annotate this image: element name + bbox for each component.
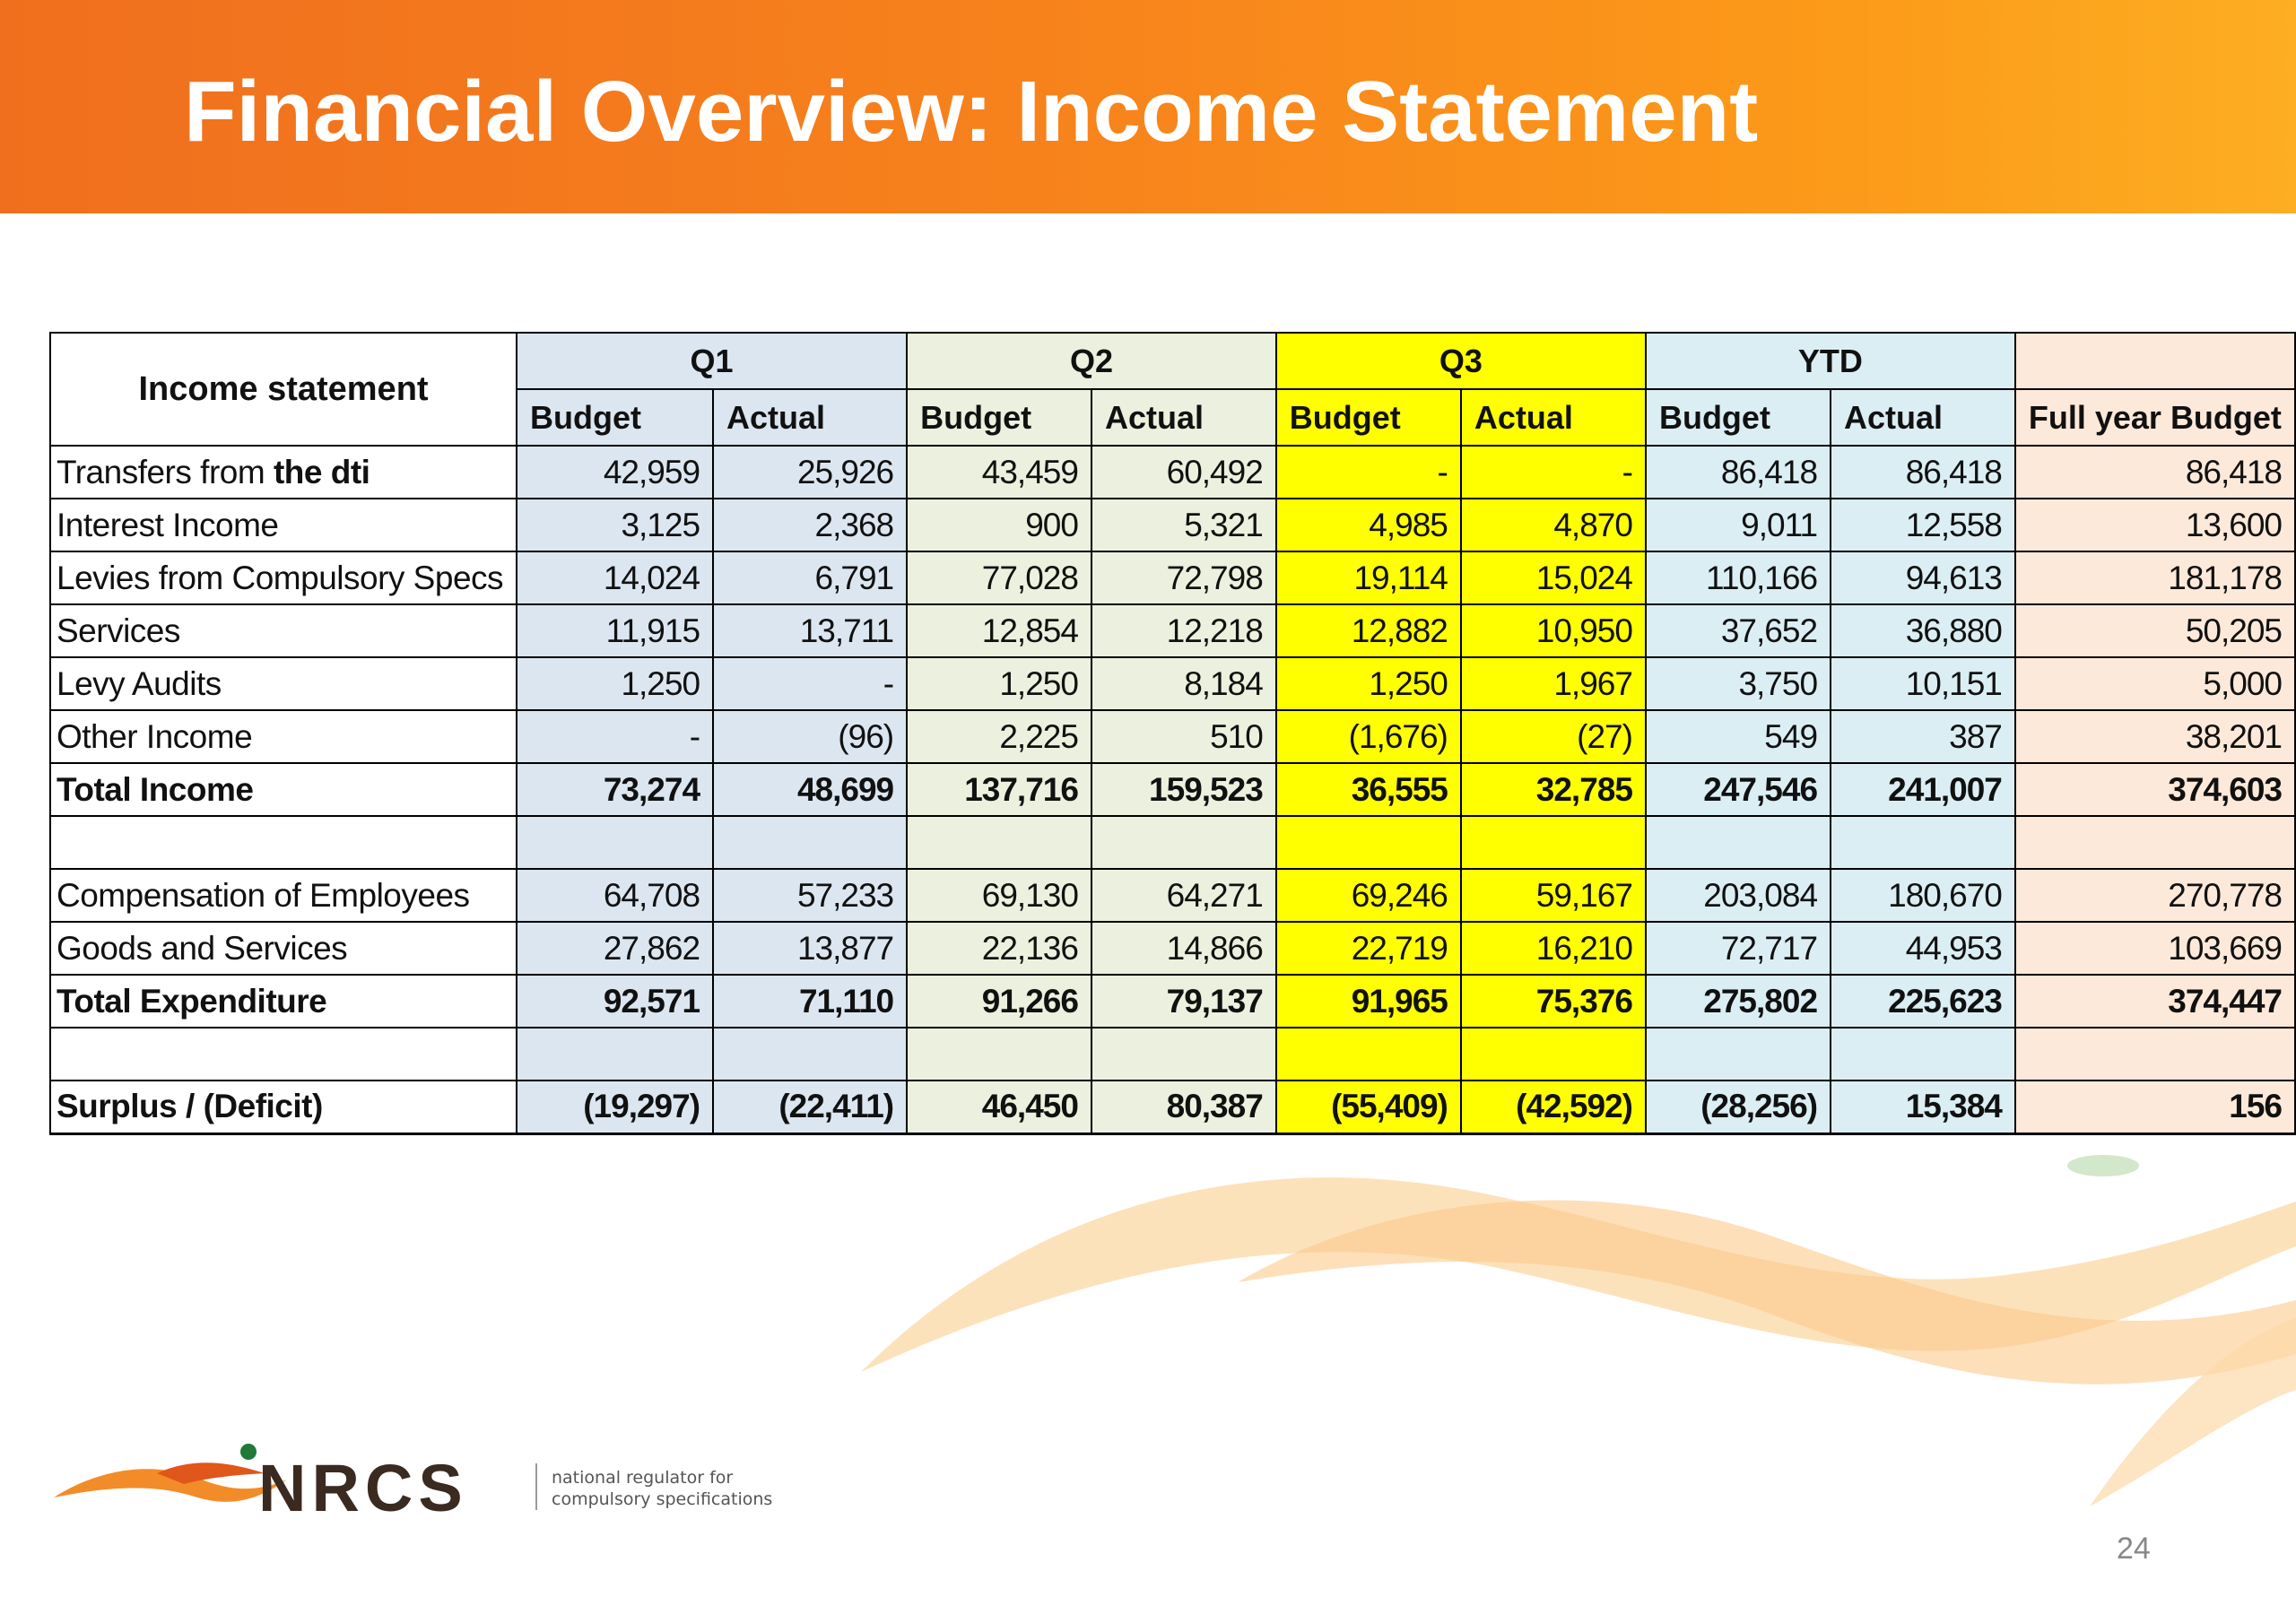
- cell-q1-budget: 11,915: [517, 604, 713, 657]
- cell-q2-budget: 900: [907, 499, 1091, 551]
- cell-ytd-actual: 10,151: [1831, 657, 2015, 710]
- cell-q3-budget: 1,250: [1276, 657, 1461, 710]
- cell-q3-budget: (1,676): [1276, 710, 1461, 763]
- cell-full-year-budget: 103,669: [2015, 922, 2295, 975]
- cell-q2-actual: 510: [1091, 710, 1276, 763]
- cell-q3-budget: 12,882: [1276, 604, 1461, 657]
- cell-full-year-budget: 50,205: [2015, 604, 2295, 657]
- cell-full-year-budget: 156: [2015, 1081, 2295, 1133]
- logo-tagline-line2: compulsory specifications: [552, 1489, 773, 1509]
- cell-q2-budget: 46,450: [907, 1081, 1091, 1133]
- group-header-q2: Q2: [907, 333, 1276, 389]
- cell-q2-budget: 1,250: [907, 657, 1091, 710]
- col-header-actual: Actual: [713, 389, 907, 446]
- cell-q3-budget: (55,409): [1276, 1081, 1461, 1133]
- spacer-row: [50, 1028, 2295, 1081]
- cell-full-year-budget: 5,000: [2015, 657, 2295, 710]
- col-header-actual: Actual: [1091, 389, 1276, 446]
- cell-full-year-budget: 13,600: [2015, 499, 2295, 551]
- cell-ytd-actual: 12,558: [1831, 499, 2015, 551]
- cell-q2-actual: 80,387: [1091, 1081, 1276, 1133]
- cell-q3-actual: (27): [1461, 710, 1646, 763]
- cell-q1-budget: 14,024: [517, 551, 713, 604]
- cell-ytd-budget: [1646, 1028, 1831, 1081]
- cell-ytd-budget: 203,084: [1646, 869, 1831, 922]
- table-row: [50, 922, 2295, 975]
- row-label-text: Total Expenditure: [57, 982, 327, 1020]
- cell-q2-budget: 22,136: [907, 922, 1091, 975]
- cell-q1-actual: -: [713, 657, 907, 710]
- row-label: [50, 1081, 517, 1133]
- cell-q1-actual: 48,699: [713, 763, 907, 816]
- row-label-text: Transfers from: [57, 453, 265, 490]
- cell-q3-budget: 69,246: [1276, 869, 1461, 922]
- col-header-budget: Budget: [907, 389, 1091, 446]
- cell-ytd-budget: 247,546: [1646, 763, 1831, 816]
- cell-ytd-actual: 86,418: [1831, 446, 2015, 499]
- cell-q2-actual: 60,492: [1091, 446, 1276, 499]
- title-banner: [0, 0, 2296, 213]
- cell-q1-budget: -: [517, 710, 713, 763]
- cell-full-year-budget: 374,447: [2015, 975, 2295, 1028]
- row-label-text: Services: [57, 612, 180, 649]
- group-header-q1: Q1: [517, 333, 907, 389]
- corner-header: Income statement: [50, 333, 517, 446]
- logo-tagline-line1: national regulator for: [552, 1468, 734, 1488]
- cell-full-year-budget: 374,603: [2015, 763, 2295, 816]
- group-header-ytd: YTD: [1646, 333, 2015, 389]
- table-row: [50, 710, 2295, 763]
- cell-q1-budget: (19,297): [517, 1081, 713, 1133]
- cell-q2-budget: [907, 816, 1091, 869]
- cell-ytd-budget: 3,750: [1646, 657, 1831, 710]
- cell-q3-budget: 36,555: [1276, 763, 1461, 816]
- cell-ytd-budget: 37,652: [1646, 604, 1831, 657]
- cell-q2-budget: 77,028: [907, 551, 1091, 604]
- row-label-emphasis: the dti: [273, 453, 370, 490]
- cell-q1-actual: (96): [713, 710, 907, 763]
- cell-q3-budget: 91,965: [1276, 975, 1461, 1028]
- col-header-actual: Actual: [1461, 389, 1646, 446]
- cell-q2-budget: 137,716: [907, 763, 1091, 816]
- cell-ytd-budget: 275,802: [1646, 975, 1831, 1028]
- cell-ytd-budget: 110,166: [1646, 551, 1831, 604]
- cell-ytd-budget: 549: [1646, 710, 1831, 763]
- cell-q1-actual: 2,368: [713, 499, 907, 551]
- logo-green-dot: [240, 1444, 257, 1460]
- cell-ytd-actual: 241,007: [1831, 763, 2015, 816]
- col-header-budget: Budget: [1646, 389, 1831, 446]
- group-header-full-year: [2015, 333, 2295, 389]
- row-label: [50, 710, 517, 763]
- table-row: [50, 499, 2295, 551]
- cell-q2-budget: 69,130: [907, 869, 1091, 922]
- cell-full-year-budget: 86,418: [2015, 446, 2295, 499]
- cell-ytd-actual: 180,670: [1831, 869, 2015, 922]
- col-header-actual: Actual: [1831, 389, 2015, 446]
- cell-q3-actual: [1461, 816, 1646, 869]
- row-label: [50, 763, 517, 816]
- row-label-text: Other Income: [57, 717, 253, 755]
- cell-full-year-budget: 181,178: [2015, 551, 2295, 604]
- cell-ytd-actual: 15,384: [1831, 1081, 2015, 1133]
- cell-q3-actual: 15,024: [1461, 551, 1646, 604]
- row-label: [50, 551, 517, 604]
- col-header-budget: Budget: [517, 389, 713, 446]
- cell-q3-actual: 59,167: [1461, 869, 1646, 922]
- header-row-groups: [50, 333, 2295, 389]
- cell-ytd-budget: 72,717: [1646, 922, 1831, 975]
- cell-q3-actual: -: [1461, 446, 1646, 499]
- slide-title: Financial Overview: Income Statement: [184, 64, 1759, 160]
- cell-q1-actual: [713, 816, 907, 869]
- cell-q1-budget: 42,959: [517, 446, 713, 499]
- cell-q2-actual: 12,218: [1091, 604, 1276, 657]
- cell-q3-budget: [1276, 1028, 1461, 1081]
- cell-ytd-budget: 9,011: [1646, 499, 1831, 551]
- col-header-budget: Budget: [1276, 389, 1461, 446]
- row-label-text: Levies from Compulsory Specs: [57, 559, 504, 596]
- cell-q3-budget: 22,719: [1276, 922, 1461, 975]
- cell-q1-actual: [713, 1028, 907, 1081]
- row-label: [50, 975, 517, 1028]
- cell-q2-actual: 5,321: [1091, 499, 1276, 551]
- cell-q1-actual: 6,791: [713, 551, 907, 604]
- cell-q2-budget: 43,459: [907, 446, 1091, 499]
- income-statement-table: [49, 332, 2296, 1135]
- cell-q1-budget: 73,274: [517, 763, 713, 816]
- cell-q1-budget: [517, 816, 713, 869]
- row-label: [50, 816, 517, 869]
- cell-q3-budget: 19,114: [1276, 551, 1461, 604]
- row-label-text: Surplus / (Deficit): [57, 1088, 323, 1125]
- table-row: [50, 604, 2295, 657]
- cell-q1-budget: 1,250: [517, 657, 713, 710]
- cell-q2-budget: 91,266: [907, 975, 1091, 1028]
- table-row: [50, 869, 2295, 922]
- cell-q2-budget: 2,225: [907, 710, 1091, 763]
- row-label-text: Interest Income: [57, 506, 279, 543]
- row-label-text: Compensation of Employees: [57, 876, 470, 914]
- cell-q2-actual: 8,184: [1091, 657, 1276, 710]
- cell-full-year-budget: 38,201: [2015, 710, 2295, 763]
- cell-q1-actual: (22,411): [713, 1081, 907, 1133]
- cell-ytd-budget: (28,256): [1646, 1081, 1831, 1133]
- logo-wordmark: NRCS: [258, 1451, 468, 1525]
- cell-q2-actual: 64,271: [1091, 869, 1276, 922]
- cell-full-year-budget: 270,778: [2015, 869, 2295, 922]
- page-number: 24: [2117, 1532, 2151, 1566]
- cell-q1-budget: 3,125: [517, 499, 713, 551]
- cell-q1-budget: 64,708: [517, 869, 713, 922]
- cell-q1-actual: 13,711: [713, 604, 907, 657]
- decorative-waves: [0, 1121, 2296, 1623]
- table-row: [50, 975, 2295, 1028]
- cell-q3-actual: 4,870: [1461, 499, 1646, 551]
- cell-q2-actual: 72,798: [1091, 551, 1276, 604]
- cell-ytd-actual: 387: [1831, 710, 2015, 763]
- cell-q2-budget: 12,854: [907, 604, 1091, 657]
- cell-q1-budget: 27,862: [517, 922, 713, 975]
- row-label: [50, 922, 517, 975]
- row-label-text: Levy Audits: [57, 664, 222, 702]
- cell-q1-actual: 57,233: [713, 869, 907, 922]
- cell-q1-actual: 25,926: [713, 446, 907, 499]
- cell-ytd-actual: [1831, 816, 2015, 869]
- wave-green-accent: [2067, 1155, 2139, 1176]
- cell-full-year-budget: [2015, 816, 2295, 869]
- cell-q3-budget: [1276, 816, 1461, 869]
- cell-ytd-actual: 44,953: [1831, 922, 2015, 975]
- cell-q1-budget: [517, 1028, 713, 1081]
- row-label: [50, 499, 517, 551]
- cell-q3-actual: 16,210: [1461, 922, 1646, 975]
- cell-ytd-budget: [1646, 816, 1831, 869]
- cell-ytd-budget: 86,418: [1646, 446, 1831, 499]
- cell-q2-actual: [1091, 816, 1276, 869]
- cell-ytd-actual: 225,623: [1831, 975, 2015, 1028]
- cell-q3-budget: 4,985: [1276, 499, 1461, 551]
- row-label: [50, 446, 517, 499]
- group-header-q3: Q3: [1276, 333, 1646, 389]
- table-row: [50, 763, 2295, 816]
- cell-ytd-actual: 94,613: [1831, 551, 2015, 604]
- cell-q1-actual: 71,110: [713, 975, 907, 1028]
- cell-q1-budget: 92,571: [517, 975, 713, 1028]
- cell-q3-actual: 75,376: [1461, 975, 1646, 1028]
- row-label: [50, 657, 517, 710]
- cell-q3-budget: -: [1276, 446, 1461, 499]
- row-label-text: Total Income: [57, 770, 254, 808]
- table-row: [50, 446, 2295, 499]
- cell-q2-actual: 159,523: [1091, 763, 1276, 816]
- table-row: [50, 657, 2295, 710]
- cell-q3-actual: 10,950: [1461, 604, 1646, 657]
- table-body: [50, 446, 2295, 1133]
- cell-q2-budget: [907, 1028, 1091, 1081]
- cell-full-year-budget: [2015, 1028, 2295, 1081]
- cell-q2-actual: 79,137: [1091, 975, 1276, 1028]
- cell-q3-actual: 1,967: [1461, 657, 1646, 710]
- cell-q2-actual: [1091, 1028, 1276, 1081]
- cell-ytd-actual: [1831, 1028, 2015, 1081]
- row-label: [50, 604, 517, 657]
- cell-ytd-actual: 36,880: [1831, 604, 2015, 657]
- spacer-row: [50, 816, 2295, 869]
- row-label: [50, 1028, 517, 1081]
- table-row: [50, 1081, 2295, 1133]
- row-label: [50, 869, 517, 922]
- cell-q1-actual: 13,877: [713, 922, 907, 975]
- cell-q3-actual: 32,785: [1461, 763, 1646, 816]
- logo-separator: [535, 1463, 537, 1510]
- row-label-text: Goods and Services: [57, 929, 348, 967]
- cell-q2-actual: 14,866: [1091, 922, 1276, 975]
- cell-q3-actual: [1461, 1028, 1646, 1081]
- col-header-full-year-budget: Full year Budget: [2015, 389, 2295, 446]
- cell-q3-actual: (42,592): [1461, 1081, 1646, 1133]
- table-row: [50, 551, 2295, 604]
